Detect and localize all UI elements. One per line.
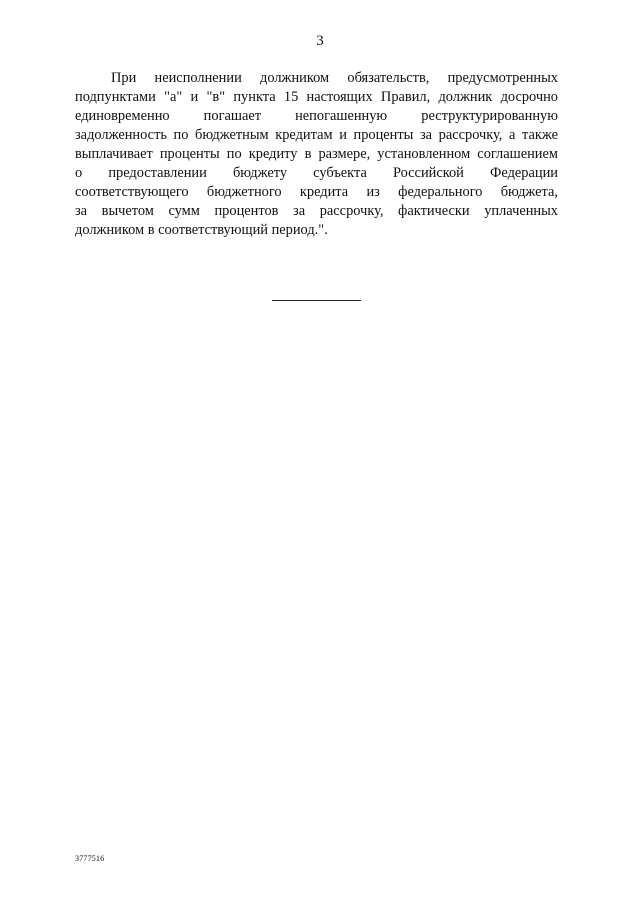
body-paragraph xyxy=(75,69,558,240)
paragraph-line: При неисполнении должником обязательств, предусмотренных xyxy=(111,70,558,86)
section-separator xyxy=(272,300,361,301)
paragraph-line: о предоставлении бюджету субъекта Российской Федерации xyxy=(75,165,558,181)
paragraph-line: выплачивает проценты по кредиту в размере, установленном соглашением xyxy=(75,146,558,162)
document-code: 3777516 xyxy=(75,854,105,863)
paragraph-line: единовременно погашает непогашенную реструктурированную xyxy=(75,108,558,124)
page-number: 3 xyxy=(316,33,324,49)
paragraph-line: подпунктами "а" и "в" пункта 15 настоящих Правил, должник досрочно xyxy=(75,89,558,105)
paragraph-line: должником в соответствующий период.". xyxy=(75,222,328,238)
paragraph-line: задолженность по бюджетным кредитам и проценты за рассрочку, а также xyxy=(75,127,558,143)
paragraph-line: соответствующего бюджетного кредита из федерального бюджета, xyxy=(75,184,558,200)
paragraph-line: за вычетом сумм процентов за рассрочку, фактически уплаченных xyxy=(75,203,558,219)
